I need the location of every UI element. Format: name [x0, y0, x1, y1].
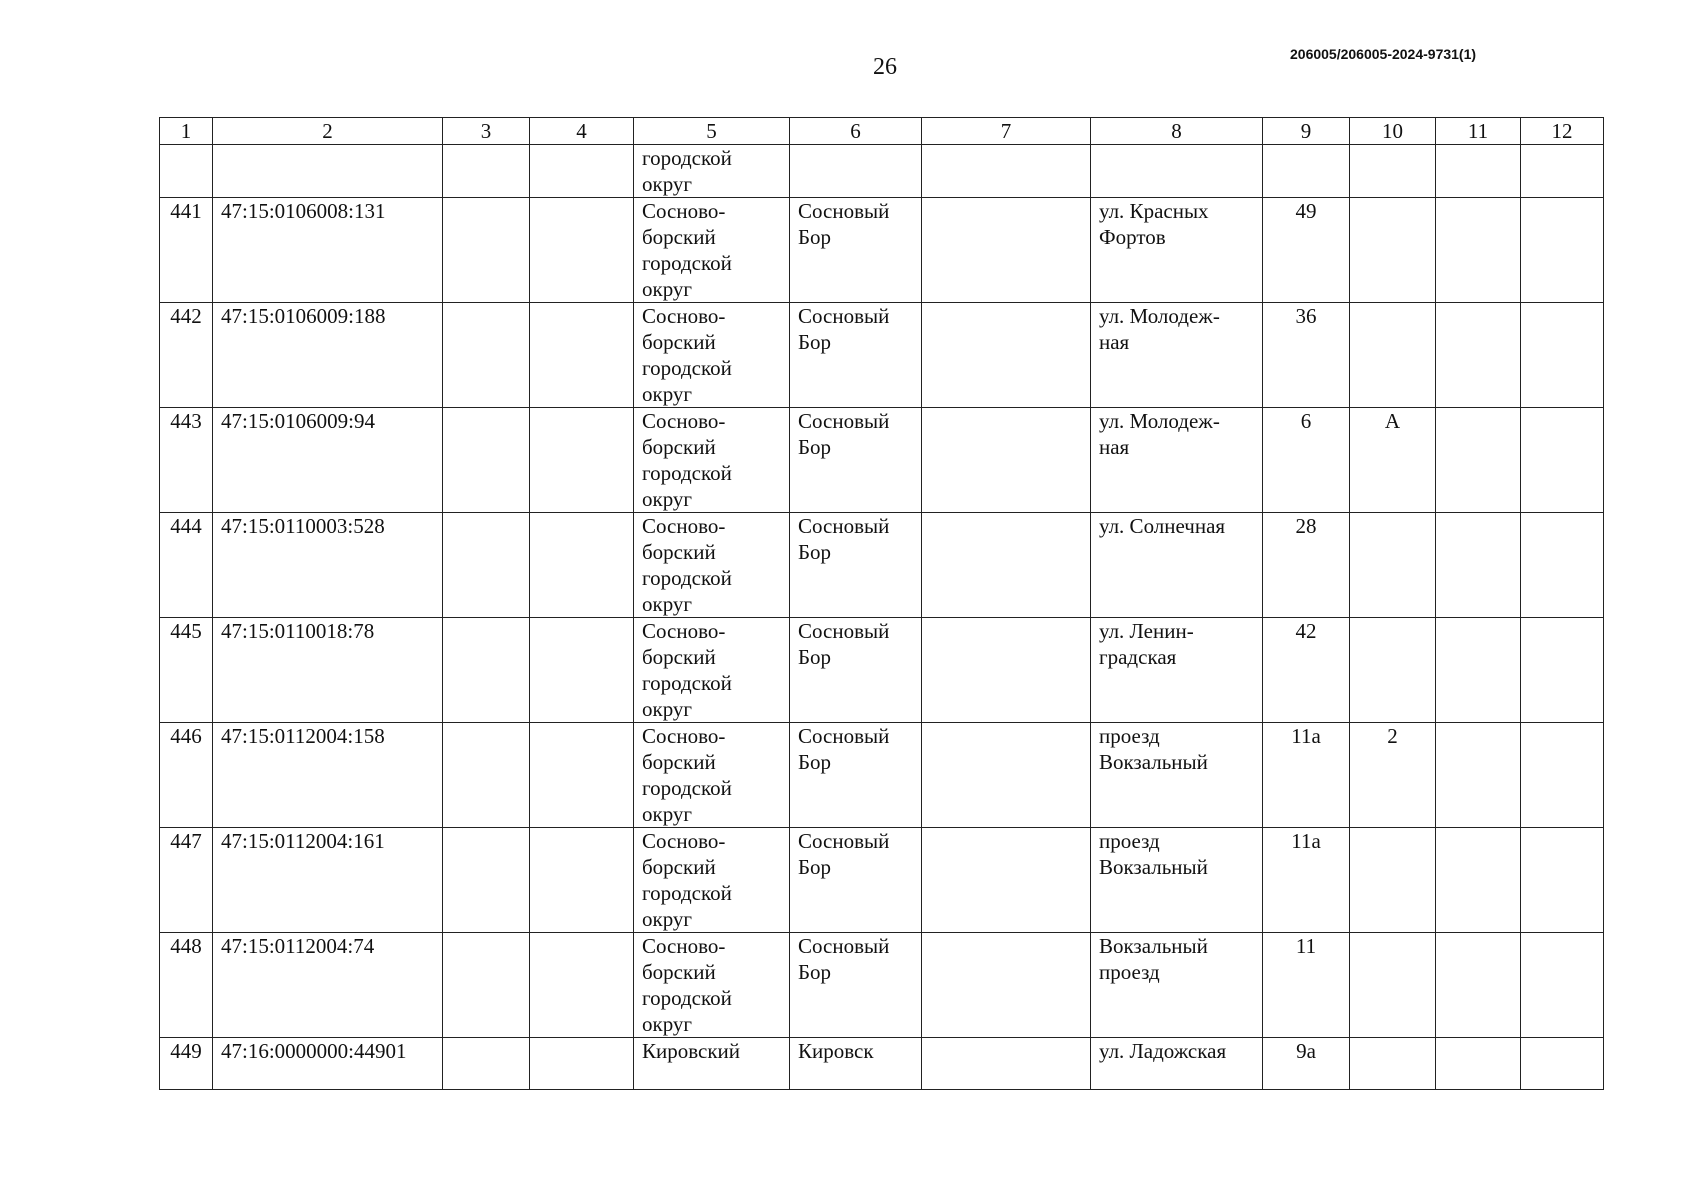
table-cell — [1521, 723, 1604, 828]
table-cell-number: 445 — [160, 618, 213, 723]
table-cell-number: 444 — [160, 513, 213, 618]
table-cell — [1436, 618, 1521, 723]
table-cell-house: 42 — [1263, 618, 1350, 723]
table-row — [160, 198, 1604, 303]
document-id: 206005/206005-2024-9731(1) — [1290, 46, 1477, 62]
table-cell-building — [1350, 933, 1436, 1038]
table-cell — [922, 1038, 1091, 1090]
table-cell-number: 449 — [160, 1038, 213, 1090]
table-cell-building: 2 — [1350, 723, 1436, 828]
table-cell — [922, 408, 1091, 513]
table-cell-street: ул. Молодеж- ная — [1091, 408, 1263, 513]
table-cell — [922, 933, 1091, 1038]
table-cell-house: 11 — [1263, 933, 1350, 1038]
column-header: 8 — [1091, 118, 1263, 145]
table-cell-municipality: Сосново- борский городской округ — [634, 198, 790, 303]
table-cell — [922, 618, 1091, 723]
table-cell — [443, 723, 530, 828]
header-row — [160, 118, 1604, 145]
table-cell — [1436, 933, 1521, 1038]
table-cell-municipality: Сосново- борский городской округ — [634, 933, 790, 1038]
table-cell-municipality: Кировский — [634, 1038, 790, 1090]
table-row — [160, 513, 1604, 618]
table-cell — [213, 145, 443, 198]
table-cell — [1521, 303, 1604, 408]
table-cell-street: проезд Вокзальный — [1091, 723, 1263, 828]
column-header: 6 — [790, 118, 922, 145]
table-cell — [1436, 828, 1521, 933]
table-cell — [443, 828, 530, 933]
table-cell-settlement: Сосновый Бор — [790, 513, 922, 618]
table-cell-street: ул. Ленин- градская — [1091, 618, 1263, 723]
table-cell-settlement: Сосновый Бор — [790, 198, 922, 303]
table-cell-settlement: Сосновый Бор — [790, 828, 922, 933]
table-cell-building — [1350, 828, 1436, 933]
page-number: 26 — [873, 54, 897, 80]
table-cell-cadastral-number: 47:15:0110003:528 — [213, 513, 443, 618]
table-cell — [1436, 198, 1521, 303]
column-header: 11 — [1436, 118, 1521, 145]
table-cell — [443, 198, 530, 303]
table-cell — [530, 198, 634, 303]
table-row — [160, 618, 1604, 723]
table-cell — [1263, 145, 1350, 198]
table-cell — [530, 303, 634, 408]
table-cell — [790, 145, 922, 198]
column-header: 2 — [213, 118, 443, 145]
table-cell-house: 6 — [1263, 408, 1350, 513]
table-cell — [1521, 828, 1604, 933]
table-cell — [1521, 513, 1604, 618]
table-cell-number: 446 — [160, 723, 213, 828]
table-cell — [1521, 408, 1604, 513]
table-cell-municipality: городской округ — [634, 145, 790, 198]
table-cell-building — [1350, 618, 1436, 723]
table-cell — [922, 513, 1091, 618]
table-cell-house: 49 — [1263, 198, 1350, 303]
table-cell — [922, 145, 1091, 198]
table-cell-house: 9а — [1263, 1038, 1350, 1090]
column-header: 9 — [1263, 118, 1350, 145]
table-cell-municipality: Сосново- борский городской округ — [634, 513, 790, 618]
table-cell-street: ул. Красных Фортов — [1091, 198, 1263, 303]
table-cell — [530, 723, 634, 828]
table-cell-building — [1350, 198, 1436, 303]
column-header: 5 — [634, 118, 790, 145]
table-cell — [922, 723, 1091, 828]
table-cell-house: 36 — [1263, 303, 1350, 408]
table-cell-number: 443 — [160, 408, 213, 513]
table-cell-street: ул. Ладожская — [1091, 1038, 1263, 1090]
table-cell — [443, 513, 530, 618]
continuation-row — [160, 145, 1604, 198]
column-header: 3 — [443, 118, 530, 145]
table-row — [160, 1038, 1604, 1090]
column-header: 10 — [1350, 118, 1436, 145]
table-cell-number: 442 — [160, 303, 213, 408]
table-cell — [530, 828, 634, 933]
table-row — [160, 723, 1604, 828]
table-cell-street: ул. Солнечная — [1091, 513, 1263, 618]
table-cell-municipality: Сосново- борский городской округ — [634, 723, 790, 828]
table-cell — [1521, 145, 1604, 198]
table-cell-settlement: Сосновый Бор — [790, 723, 922, 828]
table-cell-street: проезд Вокзальный — [1091, 828, 1263, 933]
table-row — [160, 828, 1604, 933]
table-cell-building — [1350, 513, 1436, 618]
table-cell — [443, 145, 530, 198]
table-cell-number: 447 — [160, 828, 213, 933]
table-cell — [443, 1038, 530, 1090]
table-row — [160, 408, 1604, 513]
table-row — [160, 303, 1604, 408]
table-cell — [1350, 145, 1436, 198]
table-cell — [922, 198, 1091, 303]
table-cell — [922, 303, 1091, 408]
table-cell-house: 11а — [1263, 828, 1350, 933]
table-cell-house: 28 — [1263, 513, 1350, 618]
column-header: 1 — [160, 118, 213, 145]
table-cell-municipality: Сосново- борский городской округ — [634, 828, 790, 933]
table-cell — [530, 145, 634, 198]
table-cell — [1521, 618, 1604, 723]
table-cell-municipality: Сосново- борский городской округ — [634, 408, 790, 513]
table-cell-cadastral-number: 47:16:0000000:44901 — [213, 1038, 443, 1090]
table-cell — [1436, 303, 1521, 408]
table-cell — [922, 828, 1091, 933]
table-cell — [530, 618, 634, 723]
column-header: 12 — [1521, 118, 1604, 145]
table-cell-settlement: Сосновый Бор — [790, 303, 922, 408]
table-cell-settlement: Сосновый Бор — [790, 618, 922, 723]
table-cell — [1436, 513, 1521, 618]
table-cell — [530, 933, 634, 1038]
register-table — [159, 117, 1604, 1090]
table-cell — [1436, 145, 1521, 198]
table-row — [160, 933, 1604, 1038]
column-header: 4 — [530, 118, 634, 145]
table-cell-building — [1350, 303, 1436, 408]
table-cell-settlement: Сосновый Бор — [790, 408, 922, 513]
table-cell — [1091, 145, 1263, 198]
table-cell — [443, 303, 530, 408]
table-cell-cadastral-number: 47:15:0112004:161 — [213, 828, 443, 933]
table-cell — [1436, 408, 1521, 513]
table-cell-cadastral-number: 47:15:0106009:188 — [213, 303, 443, 408]
table-cell — [443, 408, 530, 513]
table-cell-cadastral-number: 47:15:0106008:131 — [213, 198, 443, 303]
table-cell — [1521, 198, 1604, 303]
table-cell-house: 11а — [1263, 723, 1350, 828]
table-cell — [1521, 1038, 1604, 1090]
table-cell — [1521, 933, 1604, 1038]
table-cell-number: 448 — [160, 933, 213, 1038]
table-cell — [1436, 1038, 1521, 1090]
table-cell — [530, 513, 634, 618]
table-cell-settlement: Сосновый Бор — [790, 933, 922, 1038]
table-cell-building: А — [1350, 408, 1436, 513]
table-cell — [443, 933, 530, 1038]
table-cell-cadastral-number: 47:15:0112004:74 — [213, 933, 443, 1038]
table-cell-cadastral-number: 47:15:0110018:78 — [213, 618, 443, 723]
table-cell — [443, 618, 530, 723]
table-cell-number: 441 — [160, 198, 213, 303]
table-cell-cadastral-number: 47:15:0106009:94 — [213, 408, 443, 513]
table-cell — [530, 1038, 634, 1090]
table-cell-settlement: Кировск — [790, 1038, 922, 1090]
table-cell-cadastral-number: 47:15:0112004:158 — [213, 723, 443, 828]
table-cell-building — [1350, 1038, 1436, 1090]
table-cell — [1436, 723, 1521, 828]
table-cell-street: ул. Молодеж- ная — [1091, 303, 1263, 408]
table-cell-municipality: Сосново- борский городской округ — [634, 303, 790, 408]
table-cell-street: Вокзальный проезд — [1091, 933, 1263, 1038]
table-cell-municipality: Сосново- борский городской округ — [634, 618, 790, 723]
column-header: 7 — [922, 118, 1091, 145]
table-cell — [530, 408, 634, 513]
table-cell — [160, 145, 213, 198]
